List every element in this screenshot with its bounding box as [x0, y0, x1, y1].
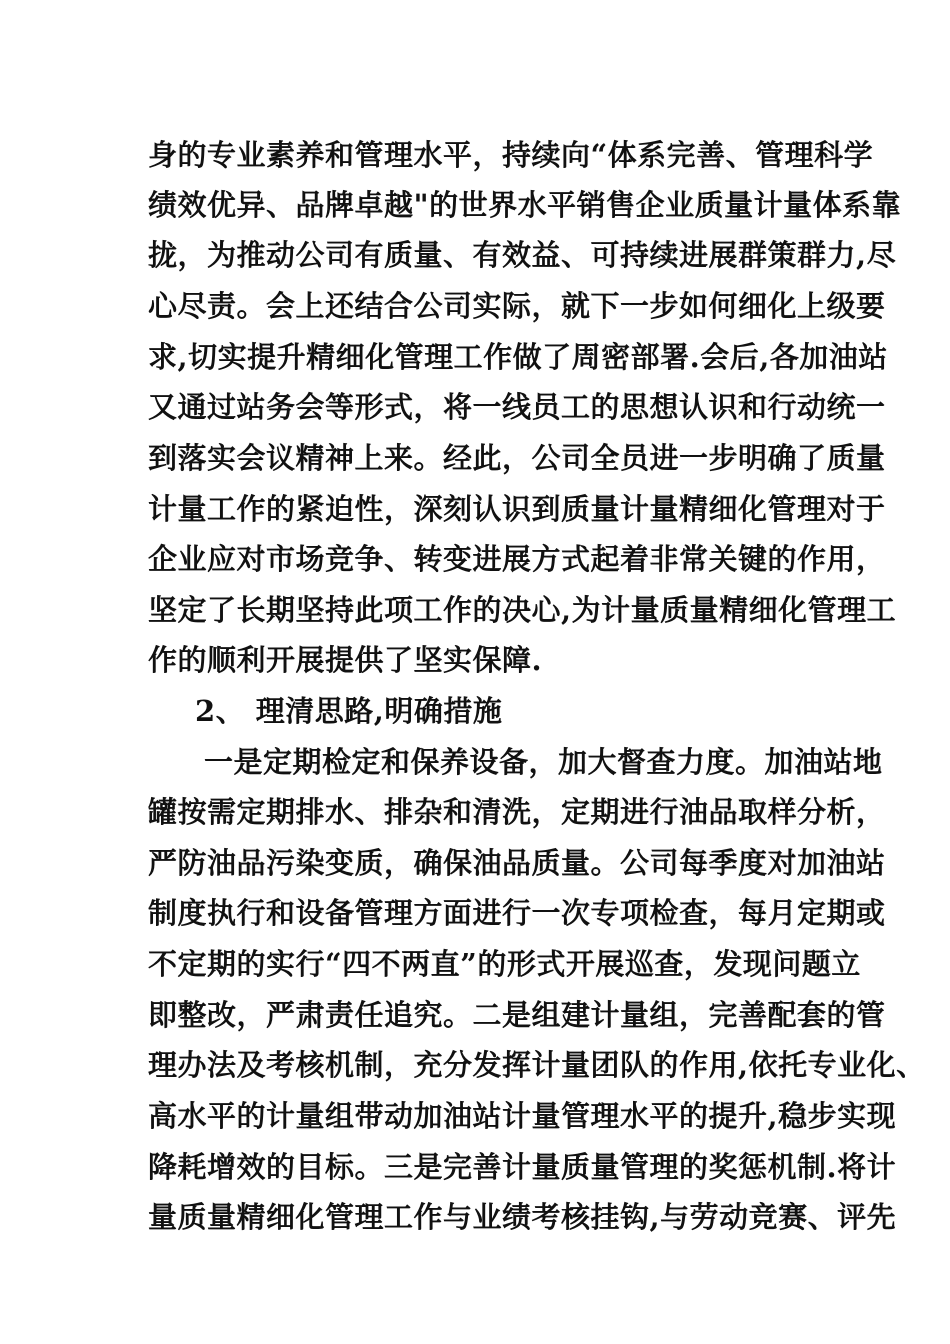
- text-line: 不定期的实行“四不两直”的形式开展巡查，发现问题立: [148, 947, 861, 981]
- text-line: 罐按需定期排水、排杂和清洗，定期进行油品取样分析，: [148, 795, 886, 829]
- text-line: 理办法及考核机制，充分发挥计量团队的作用,依托专业化、: [148, 1048, 926, 1082]
- text-line: 身的专业素养和管理水平，持续向“体系完善、管理科学: [148, 138, 874, 172]
- text-line: 又通过站务会等形式，将一线员工的思想认识和行动统一: [148, 390, 886, 424]
- text-line: 计量工作的紧迫性，深刻认识到质量计量精细化管理对于: [148, 492, 886, 526]
- text-line: 求,切实提升精细化管理工作做了周密部署.会后,各加油站: [148, 340, 888, 374]
- text-line: 绩效优异、品牌卓越"的世界水平销售企业质量计量体系靠: [148, 188, 902, 222]
- text-line: 到落实会议精神上来。经此，公司全员进一步明确了质量: [148, 441, 886, 475]
- text-line: 严防油品污染变质，确保油品质量。公司每季度对加油站: [148, 846, 886, 880]
- text-line: 企业应对市场竞争、转变进展方式起着非常关键的作用，: [148, 542, 886, 576]
- text-line: 制度执行和设备管理方面进行一次专项检查，每月定期或: [148, 896, 886, 930]
- text-line: 降耗增效的目标。三是完善计量质量管理的奖惩机制.将计: [148, 1150, 897, 1184]
- text-line: 坚定了长期坚持此项工作的决心,为计量质量精细化管理工: [148, 593, 897, 627]
- text-line: 量质量精细化管理工作与业绩考核挂钩,与劳动竞赛、评先: [148, 1200, 897, 1234]
- paragraph-first-line: 一是定期检定和保养设备，加大督查力度。加油站地: [204, 745, 883, 779]
- text-line: 心尽责。会上还结合公司实际，就下一步如何细化上级要: [148, 289, 886, 323]
- text-line: 即整改，严肃责任追究。二是组建计量组，完善配套的管: [148, 998, 886, 1032]
- text-line: 作的顺利开展提供了坚实保障.: [148, 643, 543, 677]
- text-line: 高水平的计量组带动加油站计量管理水平的提升,稳步实现: [148, 1099, 897, 1133]
- text-line: 拢，为推动公司有质量、有效益、可持续进展群策群力,尽: [148, 238, 897, 272]
- section-heading: 2、 理清思路,明确措施: [195, 694, 503, 728]
